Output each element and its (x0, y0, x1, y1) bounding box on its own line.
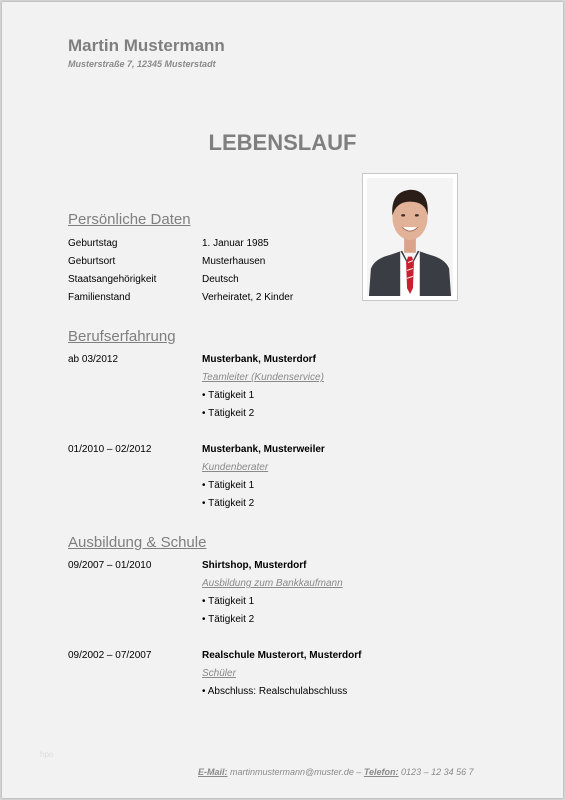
watermark: hpo (40, 750, 54, 759)
education-item: • Tätigkeit 1 (202, 596, 255, 607)
personal-label: Familienstand (68, 292, 131, 303)
experience-item: • Tätigkeit 2 (202, 408, 255, 419)
experience-company: Musterbank, Musterweiler (202, 444, 325, 455)
experience-role: Teamleiter (Kundenservice) (202, 372, 324, 383)
section-personal-heading: Persönliche Daten (68, 211, 191, 228)
experience-date: 01/2010 – 02/2012 (68, 444, 152, 455)
experience-date: ab 03/2012 (68, 354, 119, 365)
section-experience-heading: Berufserfahrung (68, 328, 176, 345)
education-item: • Tätigkeit 2 (202, 614, 255, 625)
personal-value: 1. Januar 1985 (202, 238, 269, 249)
experience-item: • Tätigkeit 1 (202, 480, 255, 491)
education-role: Schüler (202, 668, 236, 679)
education-date: 09/2002 – 07/2007 (68, 650, 152, 661)
education-date: 09/2007 – 01/2010 (68, 560, 152, 571)
footer-contact (198, 767, 474, 777)
resume-page (2, 2, 563, 798)
header-address: Musterstraße 7, 12345 Musterstadt (68, 59, 216, 69)
footer-email[interactable]: martinmustermann@muster.de – (227, 767, 364, 777)
personal-value: Deutsch (202, 274, 239, 285)
personal-label: Geburtsort (68, 256, 116, 267)
education-role: Ausbildung zum Bankkaufmann (202, 578, 343, 589)
experience-company: Musterbank, Musterdorf (202, 354, 316, 365)
section-education-heading: Ausbildung & Schule (68, 534, 207, 551)
experience-item: • Tätigkeit 1 (202, 390, 255, 401)
personal-value: Verheiratet, 2 Kinder (202, 292, 294, 303)
education-item: • Abschluss: Realschulabschluss (202, 686, 348, 697)
footer-phone: 0123 – 12 34 56 7 (398, 767, 474, 777)
experience-item: • Tätigkeit 2 (202, 498, 255, 509)
document-title: LEBENSLAUF (208, 130, 357, 155)
personal-value: Musterhausen (202, 256, 266, 267)
education-institution: Shirtshop, Musterdorf (202, 560, 307, 571)
portrait-photo-icon (362, 173, 458, 301)
personal-label: Staatsangehörigkeit (68, 274, 157, 285)
header-name: Martin Mustermann (68, 36, 225, 55)
experience-role: Kundenberater (202, 462, 269, 473)
education-institution: Realschule Musterort, Musterdorf (202, 650, 362, 661)
personal-label: Geburtstag (68, 238, 118, 249)
footer-phone-label: Telefon: (363, 767, 399, 777)
footer-email-label: E-Mail: (198, 767, 228, 777)
